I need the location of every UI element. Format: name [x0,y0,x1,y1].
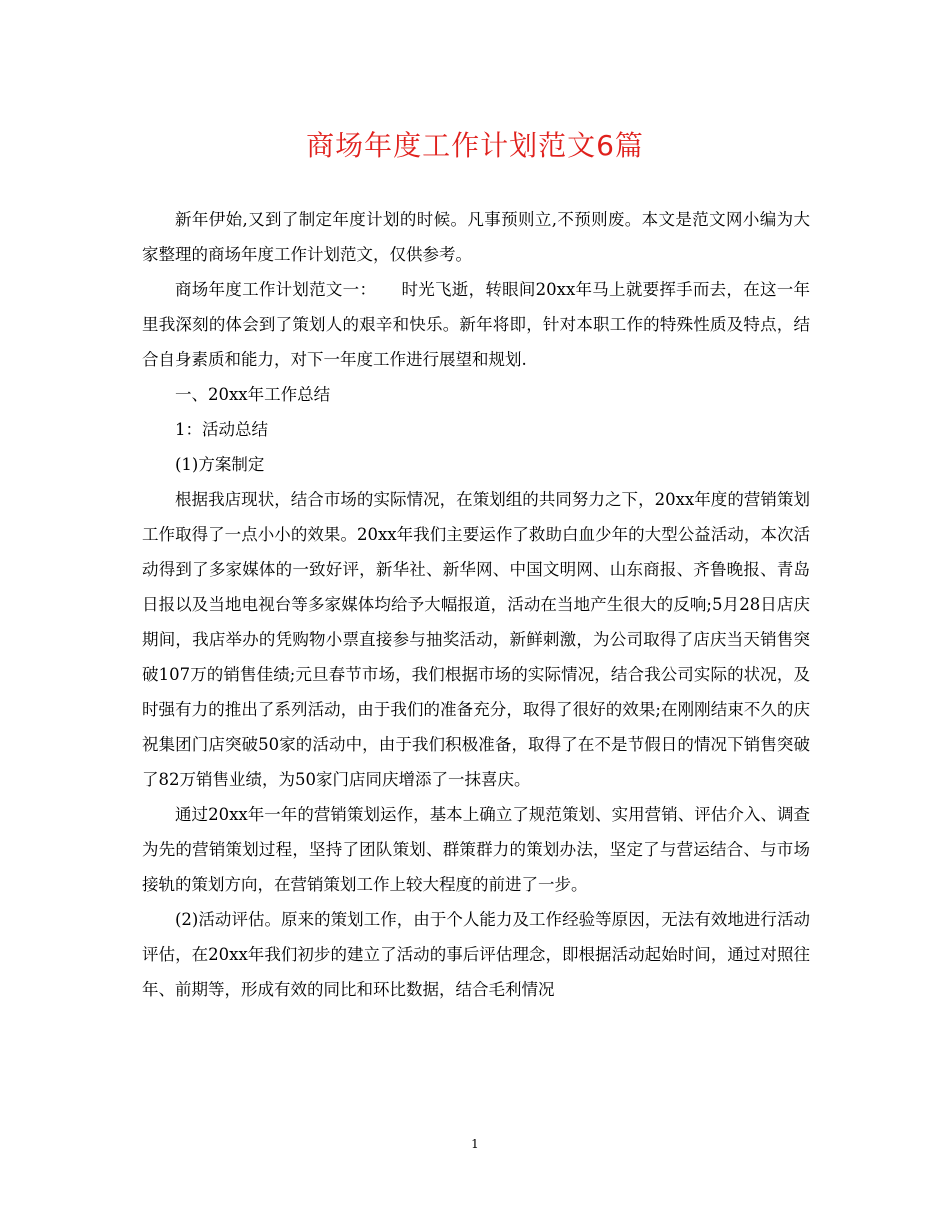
paragraph-intro: 新年伊始,又到了制定年度计划的时候。凡事预则立,不预则废。本文是范文网小编为大家整理的商场年度工作计划范文，仅供参考。 [142,210,810,264]
document-title: 商场年度工作计划范文6篇 [306,129,644,162]
subsection-heading-activity: 1：活动总结 [175,420,268,439]
paragraph-activity-evaluation: (2)活动评估。原来的策划工作，由于个人能力及工作经验等原因，无法有效地进行活动评估，在20xx年我们初步的建立了活动的事后评估理念，即根据活动起始时间，通过对照往年、前期等，形成有效的同比和环比数据，结合毛利情况 [142,910,810,999]
page-number: 1 [471,1137,479,1151]
paragraph-plan-one-opening: 商场年度工作计划范文一： 时光飞逝，转眼间20xx年马上就要挥手而去，在这一年里我深刻的体会到了策划人的艰辛和快乐。新年将即，针对本职工作的特殊性质及特点，结合自身素质和能力，对下一年度工作进行展望和规划. [142,280,810,369]
document-body [142,202,810,1007]
paragraph-activity-details: 根据我店现状，结合市场的实际情况，在策划组的共同努力之下，20xx年度的营销策划工作取得了一点小小的效果。20xx年我们主要运作了救助白血少年的大型公益活动，本次活动得到了多家媒体的一致好评，新华社、新华网、中国文明网、山东商报、齐鲁晚报、青岛日报以及当地电视台等多家媒体均给予大幅报道，活动在当地产生很大的反响;5月28日店庆期间，我店举办的凭购物小票直接参与抽奖活动，新鲜刺激，为公司取得了店庆当天销售突破107万的销售佳绩;元旦春节市场，我们根据市场的实际情况，结合我公司实际的状况，及时强有力的推出了系列活动，由于我们的准备充分，取得了很好的效果;在刚刚结束不久的庆祝集团门店突破50家的活动中，由于我们积极准备，取得了在不是节假日的情况下销售突破了82万销售业绩，为50家门店同庆增添了一抹喜庆。 [142,490,810,789]
item-heading-plan: (1)方案制定 [175,455,265,474]
section-heading-summary: 一、20xx年工作总结 [175,385,331,404]
paragraph-strategy-summary: 通过20xx年一年的营销策划运作，基本上确立了规范策划、实用营销、评估介入、调查为先的营销策划过程，坚持了团队策划、群策群力的策划办法，坚定了与营运结合、与市场接轨的策划方向，在营销策划工作上较大程度的前进了一步。 [142,805,810,894]
